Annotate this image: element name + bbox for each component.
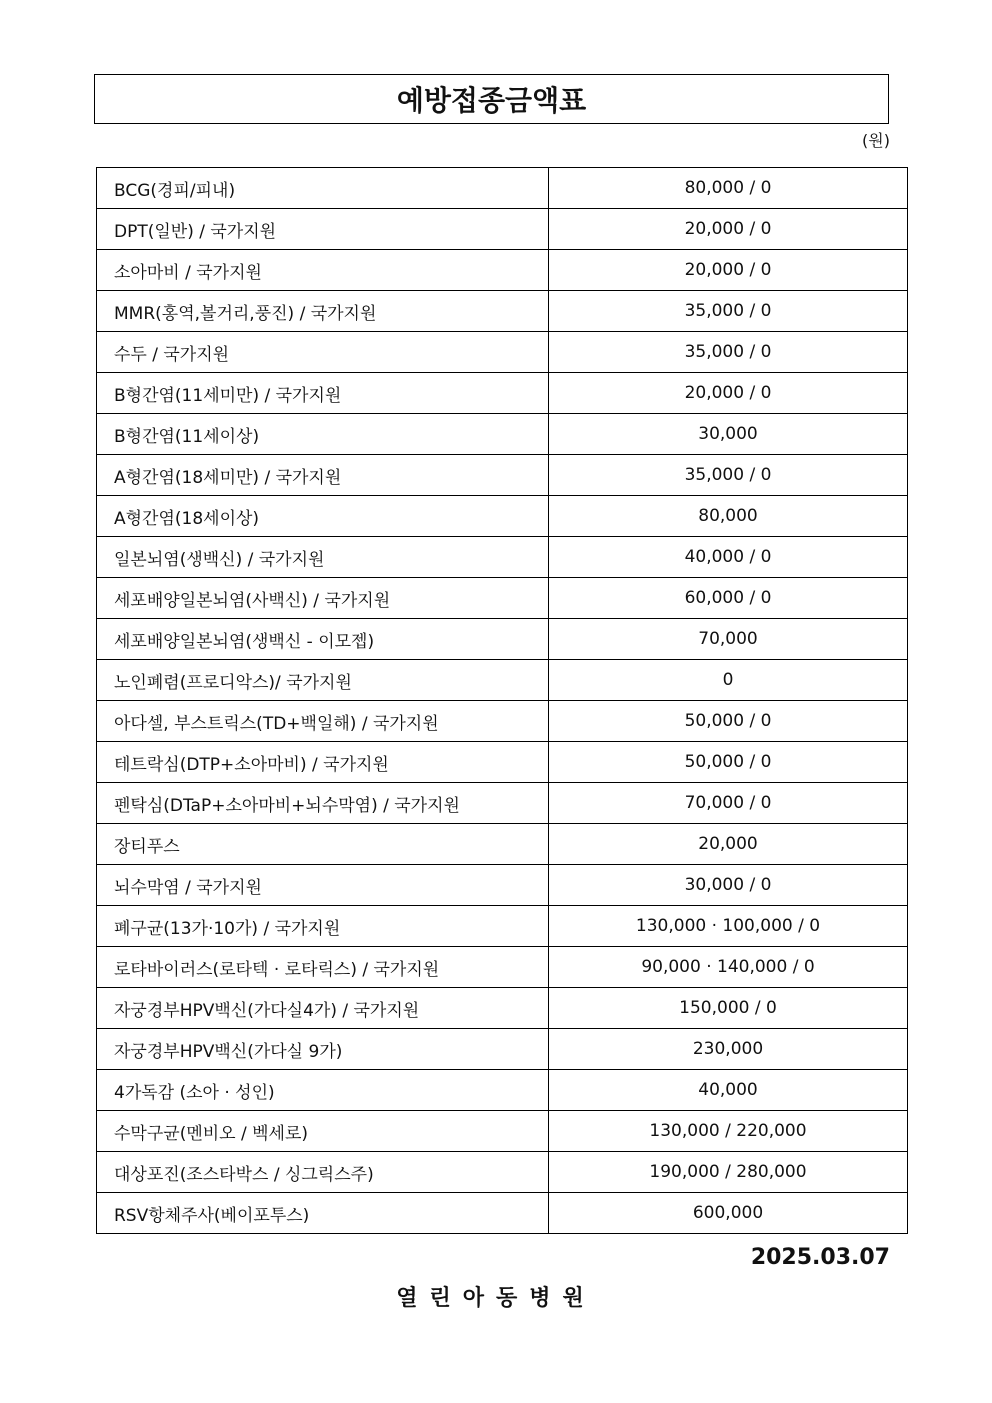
vaccine-price: 230,000	[549, 1029, 908, 1070]
table-row	[97, 1070, 908, 1111]
vaccine-name: 장티푸스	[97, 824, 549, 865]
table-row	[97, 332, 908, 373]
vaccine-price: 40,000 / 0	[549, 537, 908, 578]
vaccine-price: 70,000	[549, 619, 908, 660]
vaccine-price: 40,000	[549, 1070, 908, 1111]
table-row	[97, 373, 908, 414]
vaccine-price: 130,000 / 220,000	[549, 1111, 908, 1152]
table-row	[97, 1193, 908, 1234]
table-row	[97, 660, 908, 701]
price-table-body	[97, 168, 908, 1234]
vaccine-price: 20,000 / 0	[549, 373, 908, 414]
table-row	[97, 906, 908, 947]
vaccine-name: B형간염(11세이상)	[97, 414, 549, 455]
vaccine-name: 자궁경부HPV백신(가다실4가) / 국가지원	[97, 988, 549, 1029]
table-row	[97, 250, 908, 291]
vaccine-name: MMR(홍역,볼거리,풍진) / 국가지원	[97, 291, 549, 332]
vaccine-name: 세포배양일본뇌염(사백신) / 국가지원	[97, 578, 549, 619]
table-row	[97, 619, 908, 660]
vaccine-price: 35,000 / 0	[549, 291, 908, 332]
vaccine-price: 80,000	[549, 496, 908, 537]
vaccine-price: 50,000 / 0	[549, 742, 908, 783]
table-row	[97, 168, 908, 209]
vaccine-name: 폐구균(13가·10가) / 국가지원	[97, 906, 549, 947]
vaccine-name: 테트락심(DTP+소아마비) / 국가지원	[97, 742, 549, 783]
title-box	[94, 74, 889, 124]
table-row	[97, 578, 908, 619]
table-row	[97, 865, 908, 906]
vaccine-name: 펜탁심(DTaP+소아마비+뇌수막염) / 국가지원	[97, 783, 549, 824]
vaccine-name: 일본뇌염(생백신) / 국가지원	[97, 537, 549, 578]
hospital-name: 열린아동병원	[396, 1286, 596, 1311]
table-row	[97, 742, 908, 783]
table-row	[97, 1152, 908, 1193]
vaccine-price: 600,000	[549, 1193, 908, 1234]
vaccine-name: B형간염(11세미만) / 국가지원	[97, 373, 549, 414]
page-title: 예방접종금액표	[396, 84, 587, 117]
vaccine-price: 80,000 / 0	[549, 168, 908, 209]
vaccine-price: 60,000 / 0	[549, 578, 908, 619]
vaccine-name: RSV항체주사(베이포투스)	[97, 1193, 549, 1234]
table-row	[97, 701, 908, 742]
vaccine-name: 대상포진(조스타박스 / 싱그릭스주)	[97, 1152, 549, 1193]
vaccine-name: DPT(일반) / 국가지원	[97, 209, 549, 250]
vaccine-price: 20,000	[549, 824, 908, 865]
vaccine-price: 50,000 / 0	[549, 701, 908, 742]
table-row	[97, 824, 908, 865]
vaccine-name: 뇌수막염 / 국가지원	[97, 865, 549, 906]
vaccine-name: 수두 / 국가지원	[97, 332, 549, 373]
vaccine-name: 수막구균(멘비오 / 벡세로)	[97, 1111, 549, 1152]
vaccine-price: 190,000 / 280,000	[549, 1152, 908, 1193]
vaccine-price: 70,000 / 0	[549, 783, 908, 824]
vaccine-price: 35,000 / 0	[549, 455, 908, 496]
vaccine-price: 20,000 / 0	[549, 250, 908, 291]
vaccine-name: BCG(경피/피내)	[97, 168, 549, 209]
vaccine-price: 35,000 / 0	[549, 332, 908, 373]
table-row	[97, 537, 908, 578]
table-row	[97, 1029, 908, 1070]
vaccine-price: 20,000 / 0	[549, 209, 908, 250]
currency-unit: (원)	[862, 131, 890, 150]
table-row	[97, 988, 908, 1029]
vaccine-name: A형간염(18세이상)	[97, 496, 549, 537]
table-row	[97, 1111, 908, 1152]
vaccine-price: 0	[549, 660, 908, 701]
vaccine-price: 30,000	[549, 414, 908, 455]
table-row	[97, 783, 908, 824]
vaccine-name: 소아마비 / 국가지원	[97, 250, 549, 291]
vaccine-name: 세포배양일본뇌염(생백신 - 이모젭)	[97, 619, 549, 660]
vaccine-price: 150,000 / 0	[549, 988, 908, 1029]
vaccine-price: 130,000 · 100,000 / 0	[549, 906, 908, 947]
vaccine-price: 90,000 · 140,000 / 0	[549, 947, 908, 988]
vaccine-name: 노인폐렴(프로디악스)/ 국가지원	[97, 660, 549, 701]
vaccine-price: 30,000 / 0	[549, 865, 908, 906]
table-row	[97, 947, 908, 988]
table-row	[97, 414, 908, 455]
vaccine-name: 4가독감 (소아 · 성인)	[97, 1070, 549, 1111]
table-row	[97, 496, 908, 537]
vaccine-name: A형간염(18세미만) / 국가지원	[97, 455, 549, 496]
document-date: 2025.03.07	[750, 1245, 890, 1270]
vaccine-name: 자궁경부HPV백신(가다실 9가)	[97, 1029, 549, 1070]
table-row	[97, 455, 908, 496]
table-row	[97, 209, 908, 250]
vaccine-name: 아다셀, 부스트릭스(TD+백일해) / 국가지원	[97, 701, 549, 742]
table-row	[97, 291, 908, 332]
vaccine-price-table	[96, 167, 908, 1234]
vaccine-name: 로타바이러스(로타텍 · 로타릭스) / 국가지원	[97, 947, 549, 988]
